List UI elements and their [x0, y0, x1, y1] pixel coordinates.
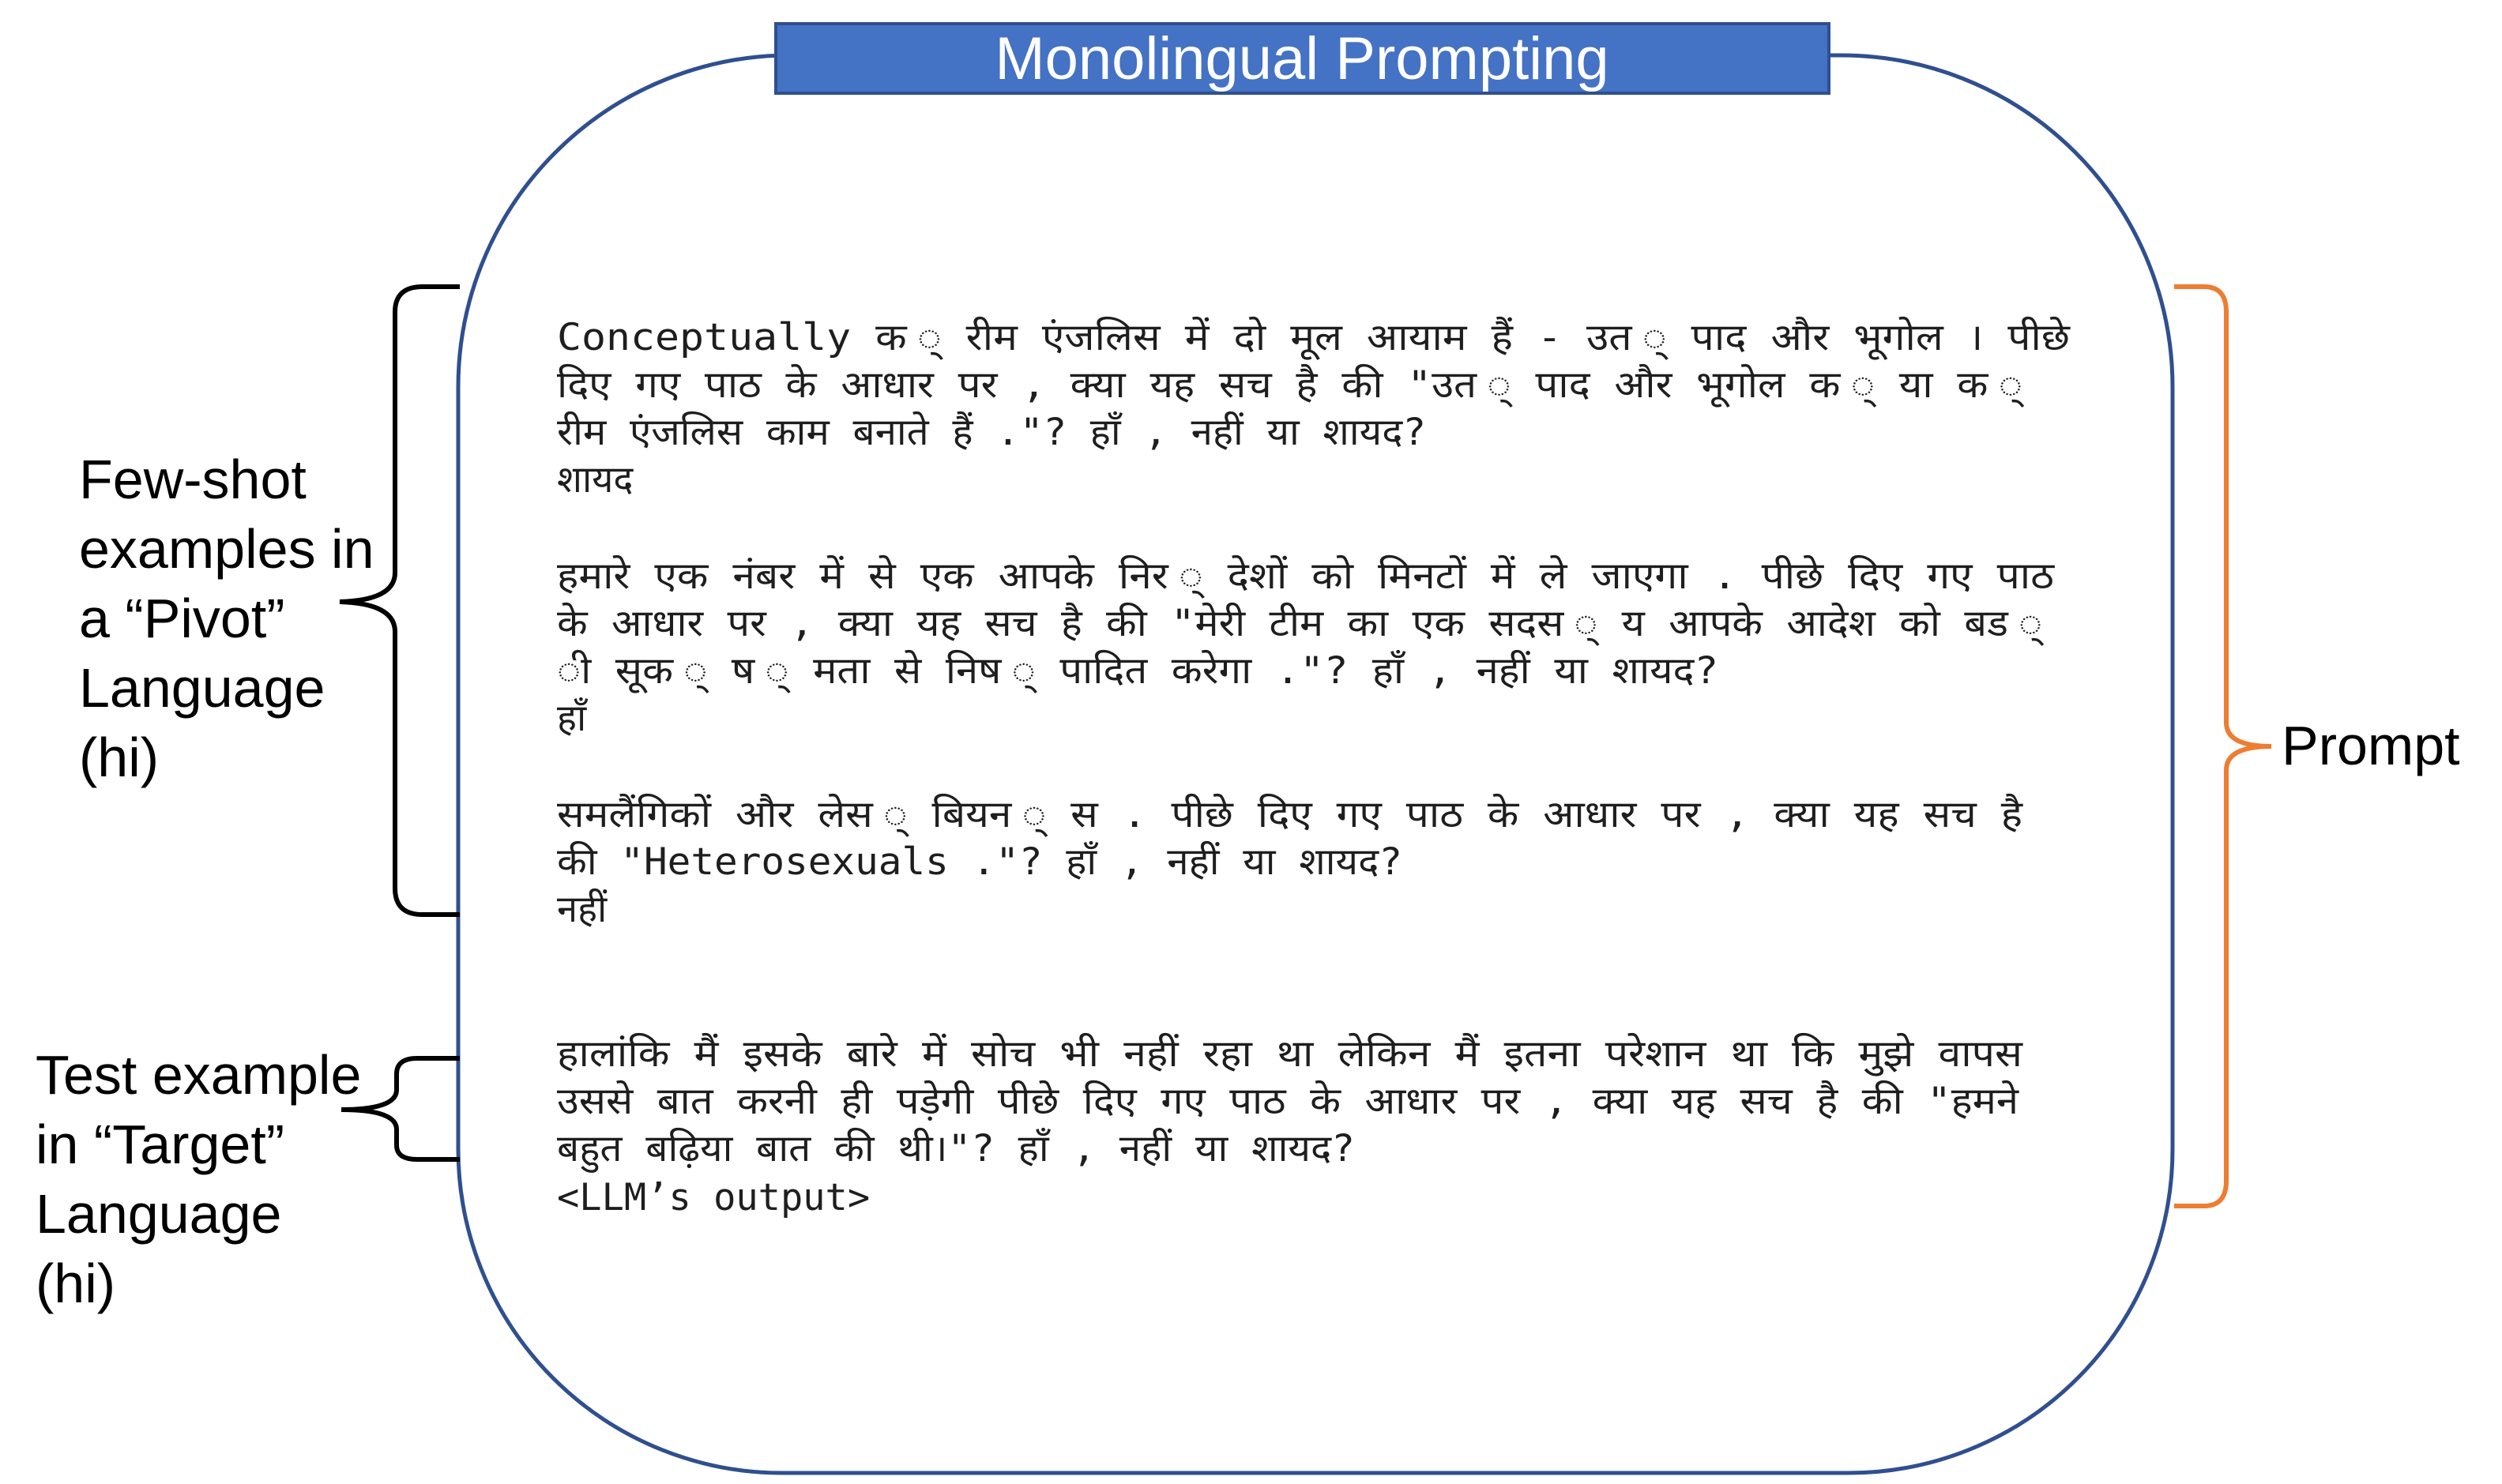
example-answer: शायद	[557, 458, 634, 502]
example-text-line: रीम एंजलिस काम बनाते हैं ."? हाँ , नहीं या शायद?	[557, 411, 1426, 454]
test-text-line: हालांकि मैं इसके बारे में सोच भी नहीं रहा था लेकिन मैं इतना परेशान था कि मुझे वापस	[557, 1032, 1890, 1076]
example-text-line: समलैंगिकों और लेस ् बियन ् स . पीछे दिए गए पाठ के आधार पर , क्या यह सच है	[557, 793, 2024, 836]
few-shot-label-line: (hi)	[79, 727, 160, 788]
example-text-line: की "Heterosexuals ."? हाँ , नहीं या शायद?	[557, 840, 1402, 884]
diagram-title: Monolingual Prompting	[995, 25, 1609, 92]
prompt-label: Prompt	[2282, 715, 2460, 776]
prompt-bracket	[2174, 287, 2271, 1206]
llm-output-placeholder: <LLM’s output>	[557, 1176, 871, 1219]
few-shot-label-line: Few-shot	[79, 449, 307, 510]
few-shot-label-line: examples in	[79, 518, 374, 580]
test-example-label	[36, 1044, 361, 1314]
example-text-line: दिए गए पाठ के आधार पर , क्या यह सच है की "उत ् पाद और भूगोल क ् या क ्	[557, 363, 1907, 407]
test-label-line: (hi)	[36, 1253, 116, 1314]
example-text-line: ी सूक ् ष ् मता से निष ् पादित करेगा ."? हाँ , नहीं या शायद?	[557, 649, 1634, 693]
test-text-line: बहुत बढ़िया बात की थी।"? हाँ , नहीं या शायद?	[557, 1127, 1317, 1170]
example-text-line: Conceptually क ् रीम एंजलिस में दो मूल आयाम हैं - उत ् पाद और भूगोल । पीछे	[557, 316, 1938, 359]
few-shot-label-line: Language	[79, 657, 325, 719]
example-text-line: हमारे एक नंबर में से एक आपके निर ् देशों को मिनटों में ले जाएगा . पीछे दिए गए पाठ	[557, 554, 2056, 598]
few-shot-brace	[340, 287, 460, 915]
test-label-line: Test example	[36, 1044, 362, 1106]
example-text-line: के आधार पर , क्या यह सच है की "मेरी टीम का एक सदस ् य आपके आदेश को बड ्	[557, 602, 2045, 645]
few-shot-label	[79, 449, 374, 788]
test-label-line: in “Target”	[36, 1114, 285, 1175]
test-label-line: Language	[36, 1183, 282, 1245]
few-shot-label-line: a “Pivot”	[79, 588, 285, 649]
prompt-box	[458, 55, 2173, 1473]
test-text-line: उससे बात करनी ही पड़ेगी पीछे दिए गए पाठ के आधार पर , क्या यह सच है की "हमने	[557, 1080, 2019, 1123]
example-answer: हाँ	[557, 697, 587, 740]
example-answer: नहीं	[557, 888, 608, 931]
